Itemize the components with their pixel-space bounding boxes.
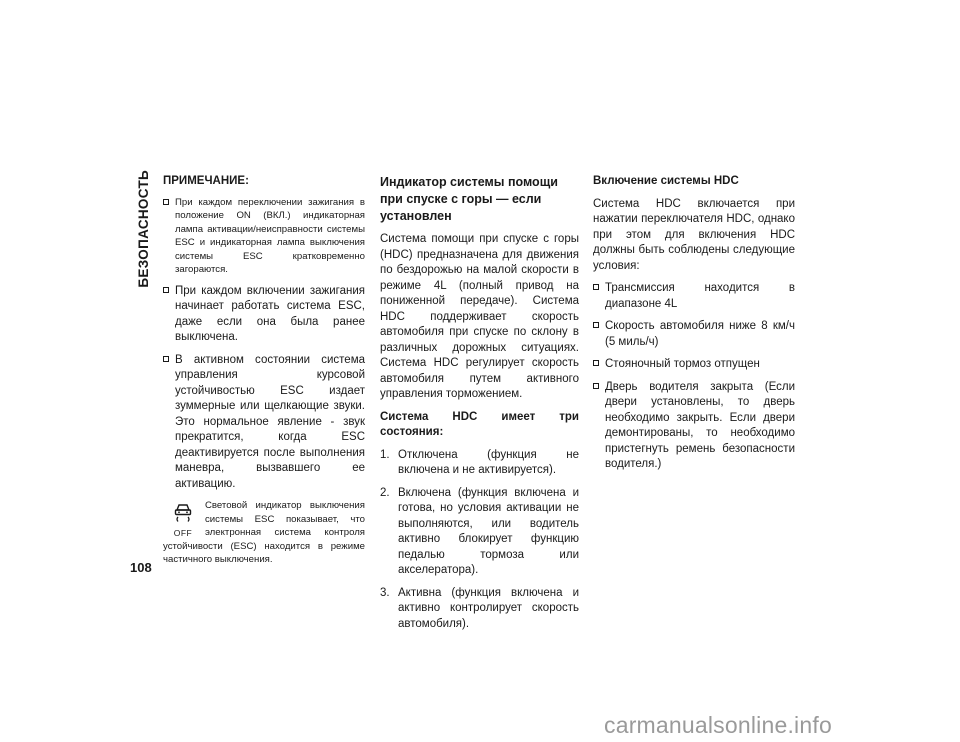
watermark: carmanualsonline.info [604, 712, 832, 738]
state-text: Включена (функция включена и готова, но условия активации не выполняются, или водитель активно блокирует функцию педалью тормоза или акселератора). [398, 486, 579, 576]
condition-text: Трансмиссия находится в диапазоне 4L [605, 282, 795, 310]
condition-item [593, 319, 795, 350]
note-title: ПРИМЕЧАНИЕ: [163, 175, 249, 187]
esc-off-label: OFF [173, 527, 193, 538]
checkbox-square-icon [593, 284, 599, 290]
condition-text: Стояночный тормоз отпущен [605, 358, 760, 370]
bullet-text: В активном состоянии система управления курсовой устойчивостью ESC издает зуммерные или щелкающие звуки. Это нормальное явление - звук прекратится, когда ESC деактивируется после выполнения маневра, вызвавшего ее активацию. [175, 353, 365, 490]
note-bullet-esc-start [163, 284, 365, 346]
hdc-state-item [380, 448, 579, 479]
hdc-state-item [380, 586, 579, 633]
esc-off-description: Световой индикатор выключения системы ESC показывает, что электронная система контроля устойчивости (ESC) находится в режиме частичного выключения. [163, 500, 365, 565]
bullet-text: При каждом включении зажигания начинает работать система ESC, даже если она была ранее выключена. [175, 284, 365, 343]
column-middle [380, 174, 579, 639]
state-number: 2. [380, 486, 390, 499]
condition-text: Дверь водителя закрыта (Если двери установлены, то дверь необходимо закрыть. Если двери демонтированы, то необходимо пристегнуть ремень безопасности водителя.) [605, 380, 795, 470]
checkbox-square-icon [163, 287, 169, 293]
state-number: 3. [380, 586, 390, 599]
note-bullet-ignition [163, 196, 365, 277]
esc-skid-car-icon [172, 501, 194, 523]
column-right [593, 174, 795, 480]
state-number: 1. [380, 448, 390, 461]
checkbox-square-icon [593, 322, 599, 328]
checkbox-square-icon [593, 360, 599, 366]
condition-item [593, 380, 795, 473]
hdc-states-title: Система HDC имеет три состояния: [380, 410, 579, 438]
esc-off-indicator-block [163, 499, 365, 567]
state-text: Активна (функция включена и активно контролирует скорость автомобиля). [398, 586, 579, 630]
page-number: 108 [130, 560, 152, 575]
condition-text: Скорость автомобиля ниже 8 км/ч (5 миль/ч) [605, 320, 795, 348]
note-bullet-esc-sound [163, 353, 365, 493]
hdc-state-item [380, 486, 579, 579]
checkbox-square-icon [163, 199, 169, 205]
checkbox-square-icon [163, 356, 169, 362]
hdc-enable-description: Система HDC включается при нажатии переключателя HDC, однако при этом для включения HDC должны быть соблюдены следующие условия: [593, 197, 795, 272]
section-tab: БЕЗОПАСНОСТЬ [136, 170, 151, 288]
condition-item [593, 357, 795, 373]
bullet-text: При каждом переключении зажигания в положение ON (ВКЛ.) индикаторная лампа активации/неисправности системы ESC и индикаторная лампа выключения системы ESC кратковременно загораются. [175, 196, 365, 275]
column-left [163, 174, 365, 567]
hdc-enable-heading: Включение системы HDC [593, 175, 739, 187]
hdc-indicator-heading: Индикатор системы помощи при спуске с горы — если установлен [380, 175, 558, 223]
state-text: Отключена (функция не включена и не активируется). [398, 448, 579, 476]
checkbox-square-icon [593, 383, 599, 389]
esc-off-indicator [163, 501, 203, 537]
condition-item [593, 281, 795, 312]
hdc-description: Система помощи при спуске с горы (HDC) предназначена для движения по бездорожью на малой скорости в режиме 4L (полный привод на пониженной передаче). Система HDC поддерживает скорость автомобиля при спуске по склону в различных дорожных ситуациях. Система HDC регулирует скорость автомобиля путем активного управления торможением. [380, 233, 579, 400]
